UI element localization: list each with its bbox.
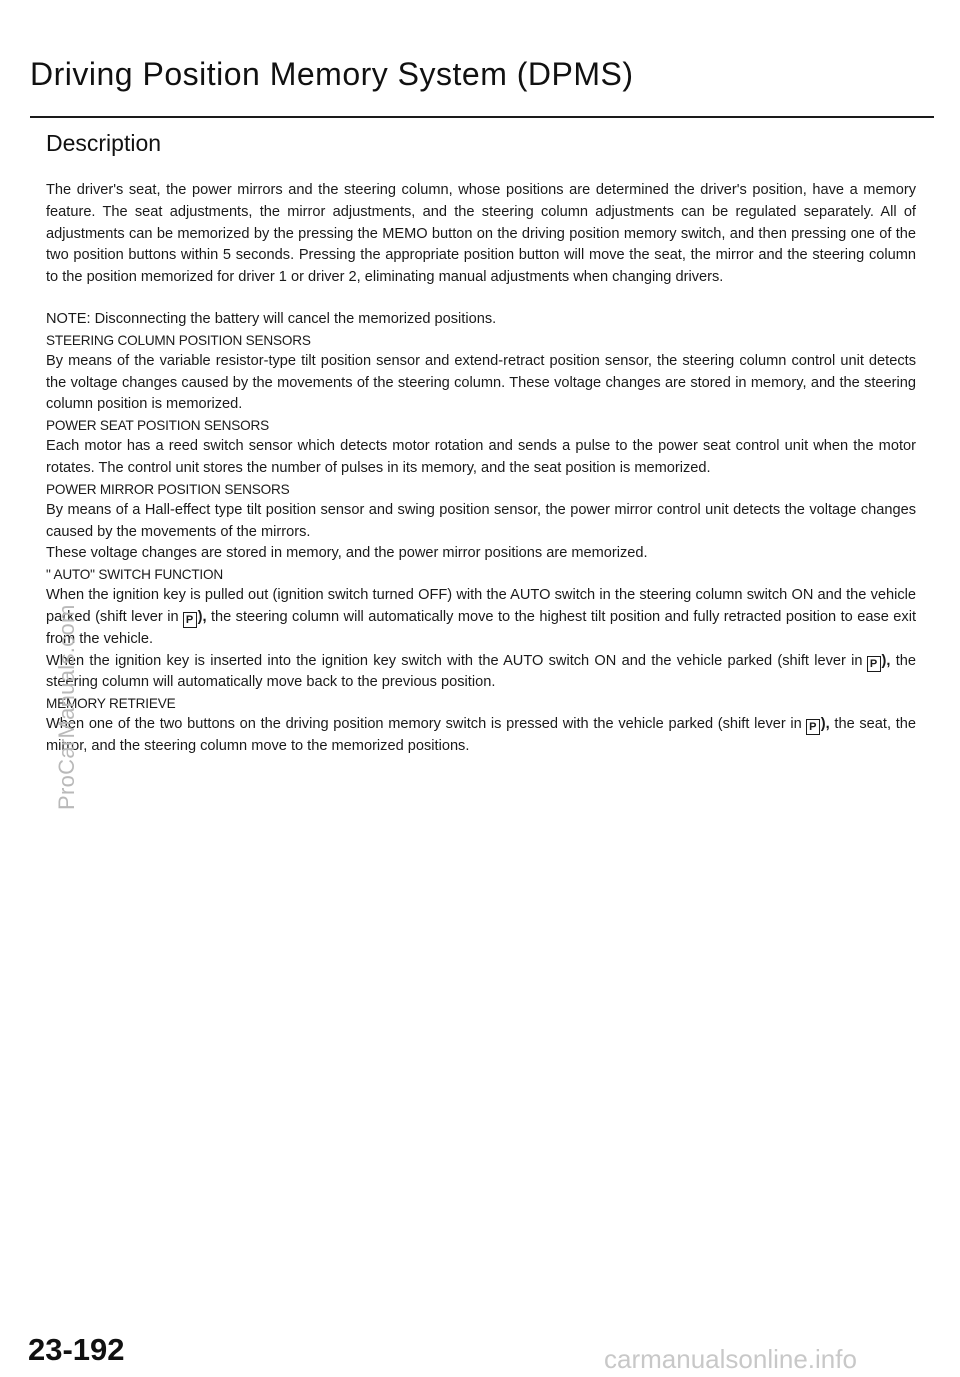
memory-heading: MEMORY RETRIEVE: [46, 696, 176, 712]
auto-paragraph-1: [46, 585, 916, 650]
watermark: ProCarManuals.com: [54, 604, 79, 810]
seat-heading: POWER SEAT POSITION SENSORS: [46, 418, 269, 434]
auto-paragraph-2: [46, 651, 916, 695]
paren-close: ),: [820, 716, 830, 733]
auto-text-1b: the steering column will automatically move to the highest tilt position and fully retracted position to ease exit from the vehicle.: [46, 608, 917, 647]
steering-heading: STEERING COLUMN POSITION SENSORS: [46, 332, 311, 348]
intro-paragraph: The driver's seat, the power mirrors and the steering column, whose positions are determined the driver's position, have a memory feature. The seat adjustments, the mirror adjustments, and the steering column adjustments can be regulated separately. All of adjustments can be memorized by the pressing the MEMO button on the driving position memory switch, and then pressing one of the two position buttons within 5 seconds. Pressing the appropriate position button will move the seat, the mirror and the steering column to the position memorized for driver 1 or driver 2, eliminating manual adjustments when changing drivers.: [46, 182, 916, 286]
title-rule: [30, 116, 934, 118]
auto-text-2b: the steering column will automatically move back to the previous position.: [46, 652, 917, 691]
steering-paragraph: By means of the variable resistor-type tilt position sensor and extend-retract position sensor, the steering column control unit detects the voltage changes caused by the movements of the steering column. These voltage changes are stored in memory, and the steering column position is memorized.: [46, 352, 916, 413]
note-paragraph: NOTE: Disconnecting the battery will cancel the memorized positions.: [46, 310, 497, 327]
park-symbol-icon: P: [183, 612, 197, 628]
memory-text-b: the seat, the mirror, and the steering column move to the memorized positions.: [46, 716, 917, 754]
auto-heading: " AUTO" SWITCH FUNCTION: [46, 567, 223, 583]
mirror-paragraph-2: These voltage changes are stored in memory, and the power mirror positions are memorized.: [46, 545, 648, 562]
section-title: Description: [46, 130, 162, 156]
auto-text-2a: When the ignition key is inserted into the ignition key switch with the AUTO switch ON and the vehicle parked (shift lever in: [46, 652, 863, 669]
description-body: [46, 180, 916, 758]
park-symbol-icon: P: [867, 656, 881, 672]
seat-paragraph: Each motor has a reed switch sensor which detects motor rotation and sends a pulse to the power seat control unit when the motor rotates. The control unit stores the number of pulses in its memory, and the seat position is memorized.: [46, 438, 916, 476]
memory-paragraph: [46, 714, 916, 758]
park-symbol-icon: P: [806, 719, 820, 735]
paren-close: ),: [197, 608, 207, 625]
memory-text-a: When one of the two buttons on the driving position memory switch is pressed with the vehicle parked (shift lever in: [46, 716, 802, 733]
auto-text-1a: When the ignition key is pulled out (ignition switch turned OFF) with the AUTO switch in the steering column switch ON and the vehicle parked (shift lever in: [46, 587, 916, 625]
mirror-paragraph-1: By means of a Hall-effect type tilt position sensor and swing position sensor, the power mirror control unit detects the voltage changes caused by the movements of the mirrors.: [46, 501, 916, 540]
page-title: Driving Position Memory System (DPMS): [30, 56, 634, 92]
paren-close: ),: [881, 652, 891, 669]
page-number: 23-192: [28, 1332, 125, 1367]
footer-watermark: carmanualsonline.info: [604, 1344, 857, 1374]
mirror-heading: POWER MIRROR POSITION SENSORS: [46, 481, 290, 497]
